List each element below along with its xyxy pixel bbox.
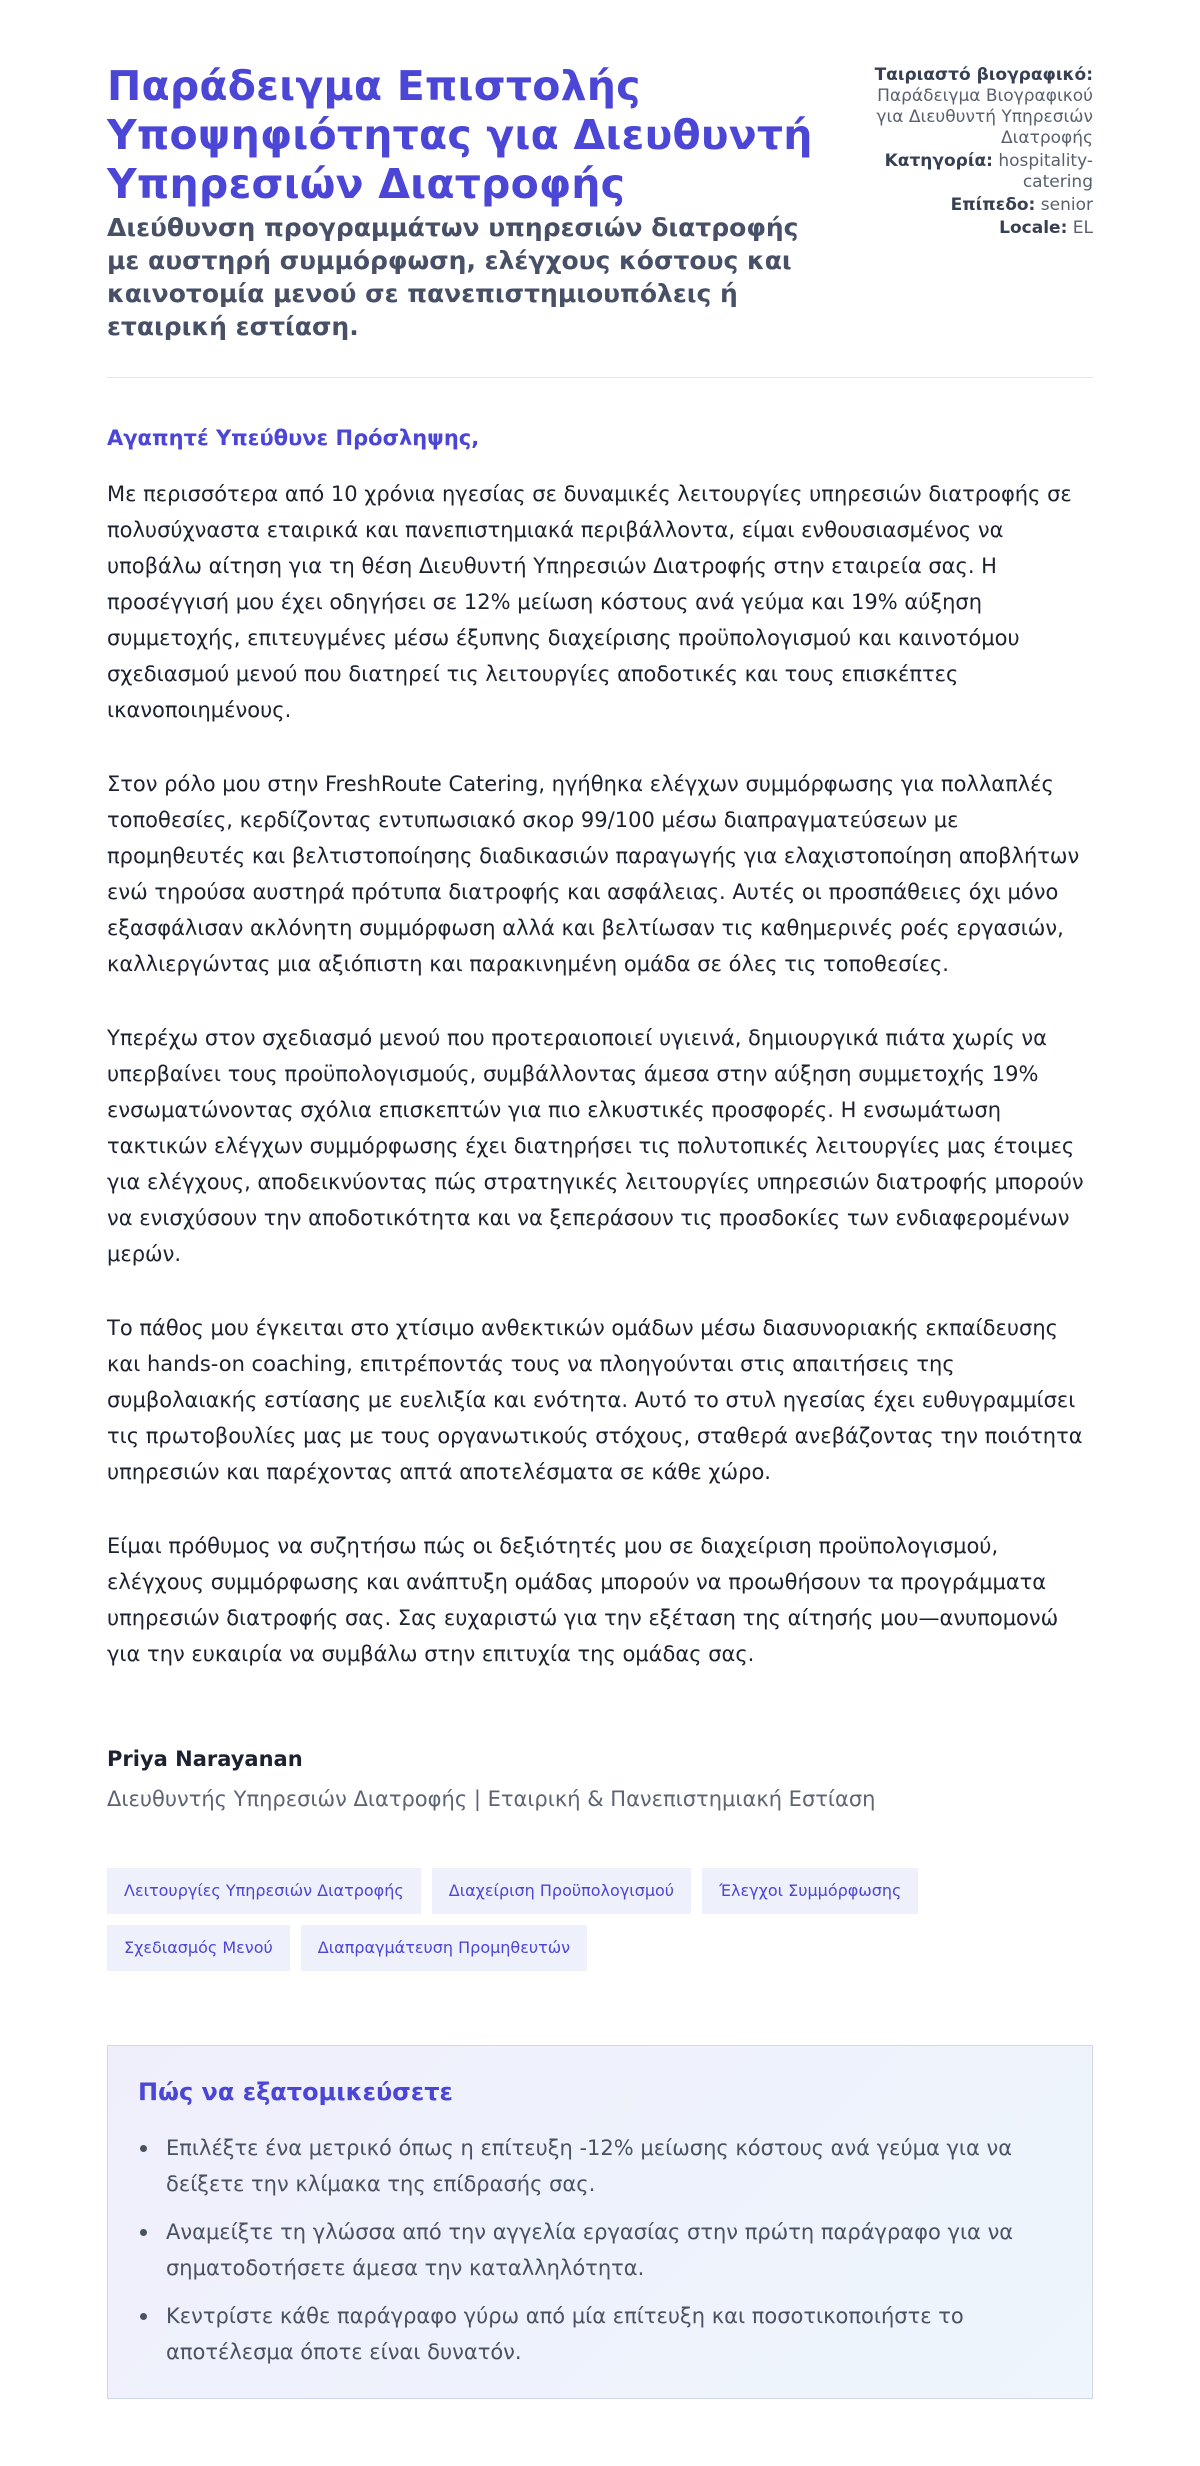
bullet-icon — [140, 2229, 147, 2236]
signature-block — [107, 1744, 1093, 1814]
bullet-icon — [140, 2145, 147, 2152]
tips-list-item — [164, 2214, 1062, 2286]
letter-paragraph: Με περισσότερα από 10 χρόνια ηγεσίας σε δυναμικές λειτουργίες υπηρεσιών διατροφής σε πολυσύχναστα εταιρικά και πανεπιστημιακά περιβάλλοντα, είμαι ενθουσιασμένος να υποβάλω αίτηση για τη θέση Διευθυντή Υπηρεσιών Διατροφής στην εταιρεία σας. Η προσέγγισή μου έχει οδηγήσει σε 12% μείωση κόστους ανά γεύμα και 19% αύξηση συμμετοχής, επιτευγμένες μέσω έξυπνης διαχείρισης προϋπολογισμού και καινοτόμου σχεδιασμού μενού που διατηρεί τις λειτουργίες αποδοτικές και τους επισκέπτες ικανοποιημένους. — [107, 482, 1072, 722]
customization-tips-box — [107, 2045, 1093, 2399]
meta-level-value: senior — [1040, 195, 1093, 215]
tips-item-text: Αναμείξτε τη γλώσσα από την αγγελία εργασίας στην πρώτη παράγραφο για να σηματοδοτήσετε άμεσα την καταλληλότητα. — [166, 2220, 1014, 2280]
signature-title: Διευθυντής Υπηρεσιών Διατροφής | Εταιρική & Πανεπιστημιακή Εστίαση — [107, 1787, 876, 1811]
skill-tags — [107, 1868, 1007, 1971]
letter-paragraph: Το πάθος μου έγκειται στο χτίσιμο ανθεκτικών ομάδων μέσω διασυνοριακής εκπαίδευσης και hands-on coaching, επιτρέποντάς τους να πλοηγούνται στις απαιτήσεις της συμβολαιακής εστίασης με ευελιξία και ενότητα. Αυτό το στυλ ηγεσίας έχει ευθυγραμμίσει τις πρωτοβουλίες μας με τους οργανωτικούς στόχους, σταθερά ανεβάζοντας την ποιότητα υπηρεσιών και παρέχοντας απτά αποτελέσματα σε κάθε χώρο. — [107, 1316, 1083, 1484]
meta-level — [863, 195, 1093, 216]
page-subtitle: Διεύθυνση προγραμμάτων υπηρεσιών διατροφής με αυστηρή συμμόρφωση, ελέγχους κόστους και καινοτομία μενού σε πανεπιστημιουπόλεις ή εταιρική εστίαση. — [107, 213, 799, 341]
meta-matched-resume-label: Ταιριαστό βιογραφικό: — [874, 65, 1093, 85]
tips-list-item — [164, 2298, 1062, 2370]
signature-name: Priya Narayanan — [107, 1747, 303, 1771]
skill-tag: Λειτουργίες Υπηρεσιών Διατροφής — [107, 1868, 421, 1914]
header-titles — [107, 62, 827, 343]
tips-item-text: Κεντρίστε κάθε παράγραφο γύρω από μία επίτευξη και ποσοτικοποιήστε το αποτέλεσμα όποτε είναι δυνατόν. — [166, 2304, 964, 2364]
letter-salutation: Αγαπητέ Υπεύθυνε Πρόσληψης, — [107, 426, 480, 450]
page-header — [107, 62, 1093, 343]
header-divider — [107, 377, 1093, 378]
page-title: Παράδειγμα Επιστολής Υποψηφιότητας για Διευθυντή Υπηρεσιών Διατροφής — [107, 62, 813, 208]
meta-category-label: Κατηγορία: — [884, 151, 993, 171]
meta-locale — [863, 218, 1093, 239]
meta-matched-resume-value: Παράδειγμα Βιογραφικού για Διευθυντή Υπηρεσιών Διατροφής — [876, 86, 1093, 148]
skill-tag: Σχεδιασμός Μενού — [107, 1925, 290, 1971]
tips-item-text: Επιλέξτε ένα μετρικό όπως η επίτευξη -12% μείωσης κόστους ανά γεύμα για να δείξετε την κλίμακα της επίδρασής σας. — [166, 2136, 1013, 2196]
meta-category-value: hospitality-catering — [998, 151, 1093, 192]
meta-matched-resume — [863, 65, 1093, 149]
bullet-icon — [140, 2313, 147, 2320]
letter-paragraph: Είμαι πρόθυμος να συζητήσω πώς οι δεξιότητές μου σε διαχείριση προϋπολογισμού, ελέγχους συμμόρφωσης και ανάπτυξη ομάδας μπορούν να προωθήσουν τα προγράμματα υπηρεσιών διατροφής σας. Σας ευχαριστώ για την εξέταση της αίτησής μου—ανυπομονώ για την ευκαιρία να συμβάλω στην επιτυχία της ομάδας σας. — [107, 1534, 1059, 1666]
tips-list-item — [164, 2130, 1062, 2202]
meta-panel — [863, 62, 1093, 241]
tips-title: Πώς να εξατομικεύσετε — [138, 2078, 453, 2106]
letter-paragraph: Υπερέχω στον σχεδιασμό μενού που προτεραιοποιεί υγιεινά, δημιουργικά πιάτα χωρίς να υπερβαίνει τους προϋπολογισμούς, συμβάλλοντας άμεσα στην αύξηση συμμετοχής 19% ενσωματώνοντας σχόλια επισκεπτών για πιο ελκυστικές προσφορές. Η ενσωμάτωση τακτικών ελέγχων συμμόρφωσης έχει διατηρήσει τις πολυτοπικές λειτουργίες μας έτοιμες για ελέγχους, αποδεικνύοντας πώς στρατηγικές λειτουργίες υπηρεσιών διατροφής μπορούν να ενισχύσουν την αποδοτικότητα και να ξεπεράσουν τις προσδοκίες των ενδιαφερομένων μερών. — [107, 1026, 1084, 1266]
meta-level-label: Επίπεδο: — [950, 195, 1036, 215]
skill-tag: Διαπραγμάτευση Προμηθευτών — [301, 1925, 587, 1971]
letter-body — [107, 424, 1093, 1672]
skill-tag: Έλεγχοι Συμμόρφωσης — [702, 1868, 918, 1914]
tips-list — [138, 2130, 1062, 2370]
meta-locale-value: EL — [1072, 218, 1093, 238]
meta-category — [863, 151, 1093, 193]
skill-tag: Διαχείριση Προϋπολογισμού — [432, 1868, 691, 1914]
meta-locale-label: Locale: — [999, 218, 1068, 238]
letter-paragraph: Στον ρόλο μου στην FreshRoute Catering, ηγήθηκα ελέγχων συμμόρφωσης για πολλαπλές τοποθεσίες, κερδίζοντας εντυπωσιακό σκορ 99/100 μέσω διαπραγματεύσεων με προμηθευτές και βελτιστοποίησης διαδικασιών παραγωγής για ελαχιστοποίηση αποβλήτων ενώ τηρούσα αυστηρά πρότυπα διατροφής και ασφάλειας. Αυτές οι προσπάθειες όχι μόνο εξασφάλισαν ακλόνητη συμμόρφωση αλλά και βελτίωσαν τις καθημερινές ροές εργασιών, καλλιεργώντας μια αξιόπιστη και παρακινημένη ομάδα σε όλες τις τοποθεσίες. — [107, 772, 1080, 976]
